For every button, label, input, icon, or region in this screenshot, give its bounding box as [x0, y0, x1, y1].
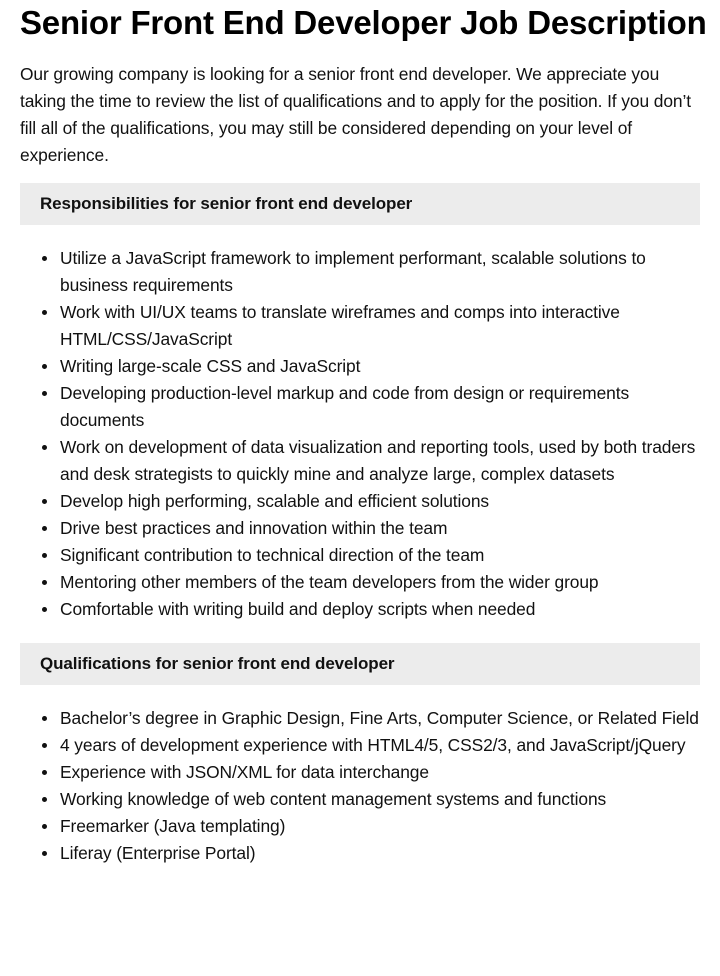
list-item: Drive best practices and innovation within the team — [60, 515, 700, 542]
qualifications-list — [20, 705, 700, 867]
qualifications-section-header — [20, 643, 700, 685]
list-item: Develop high performing, scalable and efficient solutions — [60, 488, 700, 515]
qualifications-heading: Qualifications for senior front end developer — [40, 654, 395, 673]
intro-paragraph: Our growing company is looking for a senior front end developer. We appreciate you taking the time to review the list of qualifications and to apply for the position. If you don’t fill all of the qualifications, you may still be considered depending on your level of experience. — [20, 64, 691, 165]
list-item: Liferay (Enterprise Portal) — [60, 840, 700, 867]
list-item: Experience with JSON/XML for data interchange — [60, 759, 700, 786]
list-item: Significant contribution to technical direction of the team — [60, 542, 700, 569]
list-item: Bachelor’s degree in Graphic Design, Fine Arts, Computer Science, or Related Field — [60, 705, 700, 732]
list-item: Working knowledge of web content management systems and functions — [60, 786, 700, 813]
list-item: Utilize a JavaScript framework to implement performant, scalable solutions to business requirements — [60, 245, 700, 299]
list-item: Developing production-level markup and code from design or requirements documents — [60, 380, 700, 434]
list-item: 4 years of development experience with HTML4/5, CSS2/3, and JavaScript/jQuery — [60, 732, 700, 759]
list-item: Writing large-scale CSS and JavaScript — [60, 353, 700, 380]
list-item: Mentoring other members of the team developers from the wider group — [60, 569, 700, 596]
responsibilities-heading: Responsibilities for senior front end developer — [40, 194, 413, 213]
list-item: Work on development of data visualization and reporting tools, used by both traders and desk strategists to quickly mine and analyze large, complex datasets — [60, 434, 700, 488]
responsibilities-section-header — [20, 183, 700, 225]
list-item: Freemarker (Java templating) — [60, 813, 700, 840]
responsibilities-list — [20, 245, 700, 623]
page-title: Senior Front End Developer Job Description — [20, 4, 707, 41]
list-item: Work with UI/UX teams to translate wireframes and comps into interactive HTML/CSS/JavaScript — [60, 299, 700, 353]
list-item: Comfortable with writing build and deploy scripts when needed — [60, 596, 700, 623]
